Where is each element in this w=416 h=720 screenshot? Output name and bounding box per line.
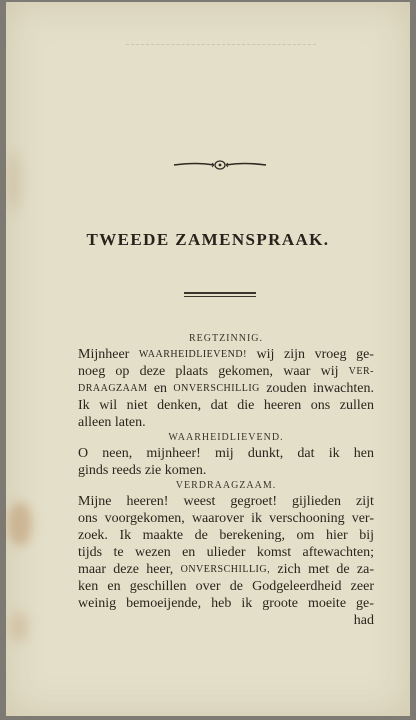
double-rule bbox=[184, 292, 256, 297]
text-line: zoek. Ik maakte de berekening, om hier bij bbox=[78, 528, 374, 543]
text-line: maar deze heer, ONVERSCHILLIG, zich met de za- bbox=[78, 562, 374, 577]
show-through-text bbox=[126, 44, 316, 53]
speaker-name: WAARHEIDLIEVEND. bbox=[168, 432, 284, 443]
decorative-ornament bbox=[172, 158, 268, 172]
text-line: alleen laten. bbox=[78, 415, 146, 430]
text-line: ons voorgekomen, waarover ik verschooning ver- bbox=[78, 511, 374, 526]
text-line: ginds reeds zie komen. bbox=[78, 463, 207, 478]
foxing-stain bbox=[10, 612, 28, 642]
text-line: weinig bemoeijende, heb ik groote moeite ge- bbox=[78, 596, 374, 611]
speaker-name: REGTZINNIG. bbox=[188, 333, 264, 344]
text-line: Mijne heeren! weest gegroet! gijlieden zijt bbox=[78, 494, 374, 509]
text-line: ken en geschillen over de Godgeleerdheid zeer bbox=[78, 579, 374, 594]
text-line: noeg op deze plaats gekomen, waar wij VER- bbox=[78, 364, 374, 379]
speaker-name: VERDRAAGZAAM. bbox=[175, 480, 277, 491]
chapter-title: TWEEDE ZAMENSPRAAK. bbox=[86, 230, 330, 249]
text-line: Mijnheer WAARHEIDLIEVEND! wij zijn vroeg ge- bbox=[78, 347, 374, 362]
foxing-stain bbox=[8, 502, 32, 546]
dialogue-text bbox=[78, 332, 374, 629]
text-line: Ik wil niet denken, dat die heeren ons zullen bbox=[78, 398, 374, 413]
text-line: DRAAGZAAM en ONVERSCHILLIG zouden inwachten. bbox=[78, 381, 374, 396]
text-line: tijds te wezen en ulieder komst aftewachten; bbox=[78, 545, 374, 560]
foxing-stain bbox=[6, 152, 22, 212]
book-page bbox=[6, 2, 410, 716]
text-line: O neen, mijnheer! mij dunkt, dat ik hen bbox=[78, 446, 374, 461]
catchword: had bbox=[353, 613, 374, 628]
